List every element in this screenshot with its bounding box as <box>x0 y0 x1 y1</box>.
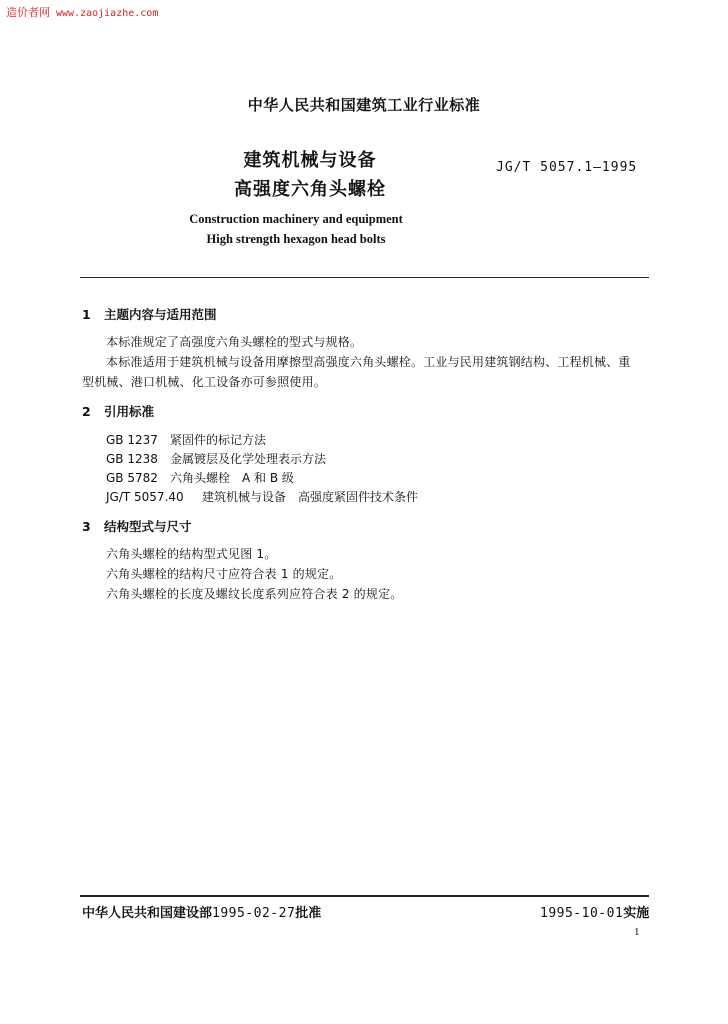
effective-label: 实施 <box>623 906 650 921</box>
reference-code: GB 1237 <box>106 433 158 447</box>
reference-name: 紧固件的标记方法 <box>170 433 267 447</box>
section-title: 主题内容与适用范围 <box>104 307 217 322</box>
reference-row <box>106 469 294 486</box>
effective-line <box>540 902 649 921</box>
title-cn-line2: 高强度六角头螺栓 <box>234 179 386 200</box>
effective-date: 1995-10-01 <box>540 906 624 921</box>
section-3-paragraph: 六角头螺栓的长度及螺纹长度系列应符合表 2 的规定。 <box>106 587 403 601</box>
section-1-paragraph: 型机械、港口机械、化工设备亦可参照使用。 <box>82 375 327 389</box>
section-1-paragraph: 本标准适用于建筑机械与设备用摩擦型高强度六角头螺栓。工业与民用建筑钢结构、工程机械、重 <box>106 355 631 369</box>
reference-code: JG/T 5057.40 <box>106 490 184 504</box>
reference-name: 金属镀层及化学处理表示方法 <box>170 452 327 466</box>
reference-row <box>106 431 266 448</box>
section-3-paragraph: 六角头螺栓的结构尺寸应符合表 1 的规定。 <box>106 567 342 581</box>
section-title: 引用标准 <box>104 404 155 419</box>
reference-name: 六角头螺栓 A 和 B 级 <box>170 471 294 485</box>
section-number: 3 <box>82 519 91 534</box>
approval-date: 1995-02-27 <box>212 906 296 921</box>
approval-line <box>82 902 321 921</box>
page-number: 1 <box>634 926 640 938</box>
section-2-heading <box>82 402 154 420</box>
section-1-paragraph: 本标准规定了高强度六角头螺栓的型式与规格。 <box>106 335 363 349</box>
reference-code: GB 5782 <box>106 471 158 485</box>
approval-label: 批准 <box>295 906 322 921</box>
section-1-heading <box>82 305 217 323</box>
title-en-line1: Construction machinery and equipment <box>189 212 403 226</box>
section-3-heading <box>82 517 192 535</box>
section-number: 2 <box>82 404 91 419</box>
section-3-paragraph: 六角头螺栓的结构型式见图 1。 <box>106 547 277 561</box>
watermark <box>6 4 158 20</box>
standard-number: JG/T 5057.1—1995 <box>496 160 638 175</box>
reference-row <box>106 488 418 505</box>
footer-divider <box>80 895 649 897</box>
section-number: 1 <box>82 307 91 322</box>
section-title: 结构型式与尺寸 <box>104 519 192 534</box>
header-divider <box>80 277 649 278</box>
reference-code: GB 1238 <box>106 452 158 466</box>
watermark-site: 造价者网 <box>6 6 50 19</box>
title-cn-line1: 建筑机械与设备 <box>243 150 377 171</box>
approval-org: 中华人民共和国建设部 <box>82 906 213 921</box>
reference-row <box>106 450 326 467</box>
org-standard-header: 中华人民共和国建筑工业行业标准 <box>247 96 481 114</box>
title-en-line2: High strength hexagon head bolts <box>206 232 386 246</box>
watermark-url[interactable]: www.zaojiazhe.com <box>56 8 159 19</box>
reference-name: 建筑机械与设备 高强度紧固件技术条件 <box>202 490 419 504</box>
